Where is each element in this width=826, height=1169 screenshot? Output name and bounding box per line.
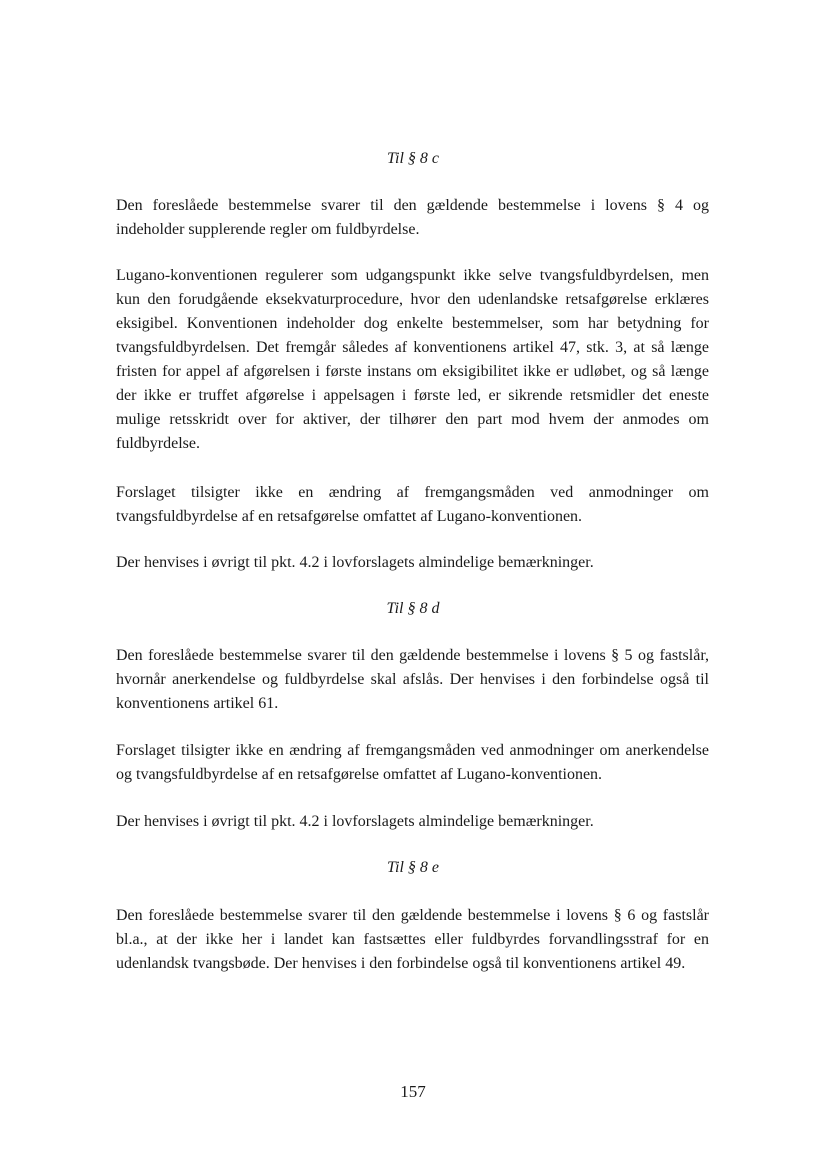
paragraph-8c-1: Den foreslåede bestemmelse svarer til den gældende bestemmelse i lovens § 4 og indeholder supplerende regler om fuldbyrdelse.: [116, 197, 709, 238]
paragraph-8c-2: Lugano-konventionen regulerer som udgangspunkt ikke selve tvangsfuldbyrdelsen, men kun den forudgående eksekvaturprocedure, hvor den udenlandske retsafgørelse erklæres eksigibel. Konventionen indeholder dog enkelte bestemmelser, som har betydning for tvangsfuldbyrdelsen. Det fremgår således af konventionens artikel 47, stk. 3, at så længe fristen for appel af afgørelsen i første instans om eksigibilitet ikke er udløbet, og så længe der ikke er truffet afgørelse i appelsagen i første led, er sikrende retsmidler det eneste mulige retsskridt over for aktiver, der tilhører den part mod hvem der anmodes om fuldbyrdelse.: [116, 267, 709, 452]
section-heading-8d: Til § 8 d: [386, 600, 440, 617]
paragraph-8d-1: Den foreslåede bestemmelse svarer til den gældende bestemmelse i lovens § 5 og fastslår, hvornår anerkendelse og fuldbyrdelse skal afslås. Der henvises i den forbindelse også til konventionens artikel 61.: [116, 647, 709, 712]
paragraph-8d-3: Der henvises i øvrigt til pkt. 4.2 i lovforslagets almindelige bemærkninger.: [116, 813, 594, 830]
paragraph-8e-1: Den foreslåede bestemmelse svarer til den gældende bestemmelse i lovens § 6 og fastslår bl.a., at der ikke her i landet kan fastsættes eller fuldbyrdes forvandlingsstraf for en udenlandsk tvangsbøde. Der henvises i den forbindelse også til konventionens artikel 49.: [116, 907, 709, 972]
paragraph-8c-4: Der henvises i øvrigt til pkt. 4.2 i lovforslagets almindelige bemærkninger.: [116, 554, 594, 571]
section-heading-8e: Til § 8 e: [386, 859, 439, 876]
page-number: 157: [400, 1082, 426, 1101]
section-heading-8c: Til § 8 c: [386, 150, 439, 167]
paragraph-8c-3: Forslaget tilsigter ikke en ændring af fremgangsmåden ved anmodninger om tvangsfuldbyrdelse af en retsafgørelse omfattet af Lugano-konventionen.: [116, 484, 709, 525]
paragraph-8d-2: Forslaget tilsigter ikke en ændring af fremgangsmåden ved anmodninger om anerkendelse og tvangsfuldbyrdelse af en retsafgørelse omfattet af Lugano-konventionen.: [116, 742, 709, 783]
